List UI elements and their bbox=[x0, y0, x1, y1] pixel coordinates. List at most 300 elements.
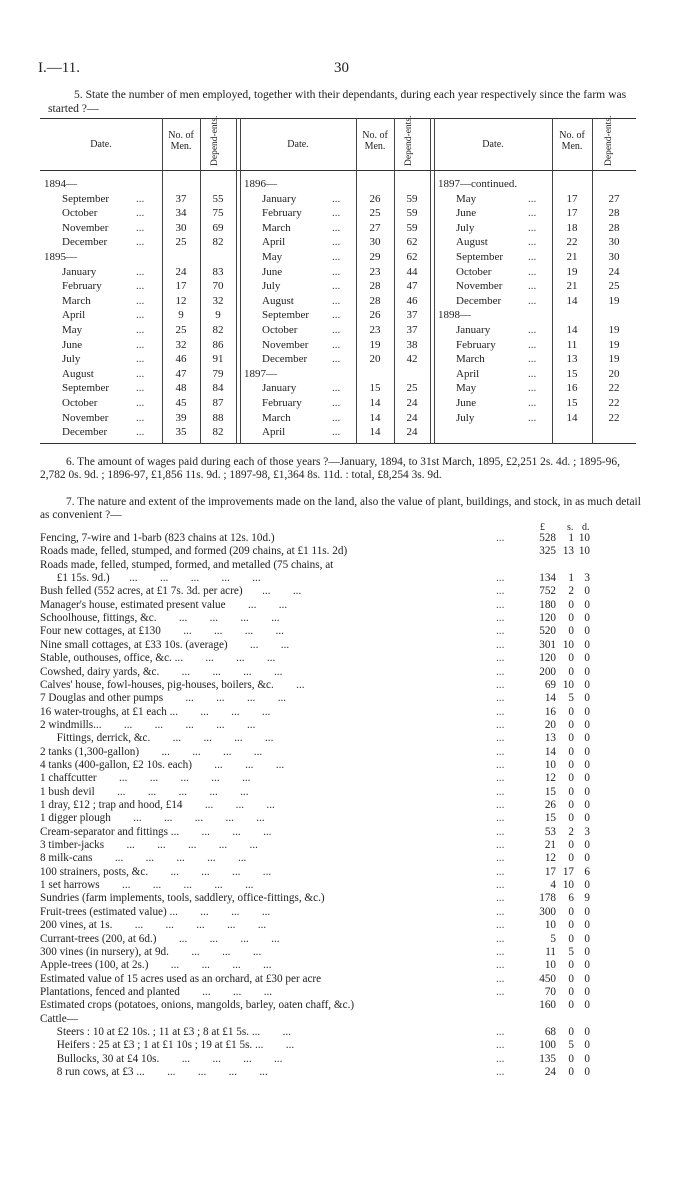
table-cell-men: 14 bbox=[566, 294, 578, 307]
header-date: Date. bbox=[90, 139, 112, 150]
table-leader-dots: ... bbox=[136, 353, 145, 366]
improvement-description: Schoolhouse, fittings, &c. ... ... ... ... bbox=[40, 612, 280, 625]
amount-pence: 0 bbox=[584, 852, 590, 865]
table-cell-date: August bbox=[456, 236, 488, 249]
table-leader-dots: ... bbox=[528, 353, 537, 366]
table-cell-date: October bbox=[62, 397, 98, 409]
amount-pounds: 325 bbox=[539, 545, 556, 558]
amount-pounds: 10 bbox=[544, 959, 556, 972]
improvement-description: Manager's house, estimated present value ... ... bbox=[40, 598, 288, 611]
table-leader-dots: ... bbox=[528, 251, 537, 263]
amount-shillings: 0 bbox=[568, 1052, 574, 1065]
amount-pence: 0 bbox=[584, 839, 590, 852]
table-leader-dots: ... bbox=[332, 236, 341, 249]
table-cell-men: 34 bbox=[175, 207, 187, 220]
table-cell-dependents: 91 bbox=[212, 353, 224, 366]
improvement-leader-dots: ... bbox=[496, 532, 505, 544]
improvement-description: Estimated value of 15 acres used as an orchard, at £30 per acre bbox=[40, 972, 322, 985]
header-dependents: Depend-ents. bbox=[404, 115, 414, 166]
amount-pounds: 69 bbox=[544, 678, 556, 691]
amount-shillings: 0 bbox=[568, 839, 574, 852]
improvement-leader-dots: ... bbox=[496, 812, 505, 825]
amount-pence: 0 bbox=[584, 799, 590, 811]
amount-shillings: 0 bbox=[568, 959, 574, 972]
table-leader-dots: ... bbox=[136, 221, 145, 234]
improvement-leader-dots: ... bbox=[496, 905, 505, 918]
improvement-description: Bullocks, 30 at £4 10s. ... ... ... ... bbox=[40, 1052, 283, 1065]
table-cell-men: 47 bbox=[175, 367, 187, 380]
table-cell-men: 45 bbox=[175, 397, 187, 409]
amount-pence: 0 bbox=[584, 1052, 590, 1065]
table-header-rule bbox=[40, 170, 636, 171]
amount-shillings: 0 bbox=[568, 999, 574, 1012]
table-cell-men: 14 bbox=[369, 397, 381, 409]
table-cell-men: 22 bbox=[566, 236, 578, 249]
improvement-leader-dots: ... bbox=[496, 598, 505, 611]
table-cell-men: 25 bbox=[175, 236, 187, 249]
amount-pounds: 53 bbox=[544, 825, 556, 838]
improvement-row bbox=[40, 892, 640, 905]
amount-pounds: 450 bbox=[539, 972, 556, 985]
table-cell-dependents: 22 bbox=[608, 382, 620, 395]
amount-pounds: 24 bbox=[544, 1066, 556, 1078]
improvement-description: Four new cottages, at £130 ... ... ... ... bbox=[40, 625, 284, 638]
improvement-description: Bush felled (552 acres, at £1 7s. 3d. per acre) ... ... bbox=[40, 585, 302, 598]
amount-shillings: 10 bbox=[562, 638, 574, 651]
table-col-rule bbox=[430, 118, 431, 444]
improvement-row bbox=[40, 826, 640, 839]
question-6-text: 6. The amount of wages paid during each of those years ?—January, 1894, to 31st March, 1895, £2,251 2s. 4d. ; 1895-96, 2,782 0s. 9d. ; 1896-97, £1,856 11s. 9d. ; 1897-98, £1,364 8s. 11d. : total, £8,254 3s. 9d. bbox=[40, 456, 620, 482]
improvement-leader-dots: ... bbox=[496, 1039, 505, 1052]
question-6 bbox=[40, 456, 642, 482]
table-leader-dots: ... bbox=[332, 294, 341, 307]
amount-shillings: 0 bbox=[568, 718, 574, 731]
improvement-leader-dots: ... bbox=[496, 919, 505, 932]
table-cell-date: November bbox=[262, 338, 309, 351]
table-cell-dependents: 25 bbox=[608, 280, 620, 293]
amount-pounds: 20 bbox=[544, 718, 556, 731]
amount-pence: 0 bbox=[584, 678, 590, 691]
improvement-row bbox=[40, 652, 640, 665]
pounds-header: £ bbox=[540, 522, 545, 533]
table-cell-date: May bbox=[262, 251, 283, 263]
table-cell-date: July bbox=[456, 411, 475, 424]
table-leader-dots: ... bbox=[528, 367, 537, 380]
amount-shillings: 5 bbox=[568, 692, 574, 705]
improvement-row bbox=[40, 666, 640, 679]
table-cell-men: 30 bbox=[369, 236, 381, 249]
improvement-row bbox=[40, 572, 640, 585]
header-men: No. of Men. bbox=[559, 130, 585, 152]
table-cell-dependents: 24 bbox=[406, 397, 418, 409]
table-cell-dependents: 24 bbox=[608, 265, 620, 278]
table-col-rule bbox=[394, 118, 395, 444]
table-cell-dependents: 22 bbox=[608, 411, 620, 424]
amount-shillings: 5 bbox=[568, 1039, 574, 1052]
table-leader-dots: ... bbox=[136, 280, 145, 293]
improvement-leader-dots: ... bbox=[496, 932, 505, 945]
amount-shillings: 0 bbox=[568, 932, 574, 945]
table-cell-date: October bbox=[456, 265, 492, 278]
table-cell-date: June bbox=[456, 207, 477, 220]
table-leader-dots: ... bbox=[136, 309, 145, 322]
improvement-leader-dots: ... bbox=[496, 799, 505, 811]
amount-pounds: 200 bbox=[539, 665, 556, 678]
table-cell-men: 20 bbox=[369, 353, 381, 366]
table-leader-dots: ... bbox=[332, 221, 341, 234]
table-cell-dependents: 19 bbox=[608, 324, 620, 336]
table-cell-men: 15 bbox=[566, 367, 578, 380]
improvement-description: 8 run cows, at £3 ... ... ... ... ... bbox=[40, 1066, 268, 1078]
table-cell-date: April bbox=[456, 367, 480, 380]
table-leader-dots: ... bbox=[528, 324, 537, 336]
improvement-leader-dots: ... bbox=[496, 892, 505, 905]
improvement-row bbox=[40, 599, 640, 612]
table-cell-dependents: 83 bbox=[212, 265, 224, 278]
amount-shillings: 0 bbox=[568, 905, 574, 918]
table-leader-dots: ... bbox=[528, 411, 537, 424]
amount-pounds: 16 bbox=[544, 705, 556, 718]
table-cell-dependents: 19 bbox=[608, 338, 620, 351]
header-date: Date. bbox=[287, 139, 309, 150]
amount-shillings: 2 bbox=[568, 585, 574, 598]
amount-pence: 0 bbox=[584, 945, 590, 958]
amount-pounds: 10 bbox=[544, 758, 556, 771]
improvement-leader-dots: ... bbox=[496, 825, 505, 838]
table-cell-men: 23 bbox=[369, 324, 381, 336]
table-cell-dependents: 47 bbox=[406, 280, 418, 293]
table-cell-men: 35 bbox=[175, 426, 187, 439]
amount-shillings: 0 bbox=[568, 652, 574, 665]
table-leader-dots: ... bbox=[528, 382, 537, 395]
table-cell-date: July bbox=[456, 221, 475, 234]
amount-pounds: 15 bbox=[544, 812, 556, 825]
table-cell-men: 24 bbox=[175, 265, 187, 278]
table-cell-men: 23 bbox=[369, 265, 381, 278]
table-cell-date: October bbox=[262, 324, 298, 336]
table-cell-date: March bbox=[262, 221, 291, 234]
amount-shillings: 0 bbox=[568, 758, 574, 771]
amount-pounds: 70 bbox=[544, 985, 556, 998]
table-cell-men: 14 bbox=[566, 411, 578, 424]
improvement-leader-dots: ... bbox=[496, 839, 505, 852]
table-col-rule bbox=[200, 118, 201, 444]
table-col-rule bbox=[240, 118, 241, 444]
amount-pence: 0 bbox=[584, 812, 590, 825]
amount-pounds: 134 bbox=[539, 572, 556, 585]
amount-pounds: 520 bbox=[539, 625, 556, 638]
table-cell-date: February bbox=[62, 280, 102, 293]
improvement-row bbox=[40, 1026, 640, 1039]
table-cell-date: June bbox=[262, 265, 283, 278]
table-cell-date: December bbox=[62, 426, 108, 439]
table-cell-men: 13 bbox=[566, 353, 578, 366]
amount-pence: 0 bbox=[584, 785, 590, 798]
improvement-leader-dots: ... bbox=[496, 959, 505, 972]
table-leader-dots: ... bbox=[332, 382, 341, 395]
improvement-row bbox=[40, 1013, 640, 1026]
amount-shillings: 2 bbox=[568, 825, 574, 838]
table-cell-date: November bbox=[62, 221, 109, 234]
table-cell-dependents: 30 bbox=[608, 236, 620, 249]
amount-pounds: 15 bbox=[544, 785, 556, 798]
table-leader-dots: ... bbox=[136, 207, 145, 220]
improvement-description: Currant-trees (200, at 6d.) ... ... ... ... bbox=[40, 932, 280, 945]
table-leader-dots: ... bbox=[332, 397, 341, 409]
improvement-leader-dots: ... bbox=[496, 1052, 505, 1065]
amount-pounds: 14 bbox=[544, 745, 556, 758]
improvement-row bbox=[40, 585, 640, 598]
table-leader-dots: ... bbox=[528, 280, 537, 293]
table-cell-men: 19 bbox=[566, 265, 578, 278]
improvement-row bbox=[40, 746, 640, 759]
improvement-row bbox=[40, 759, 640, 772]
amount-pounds: 14 bbox=[544, 692, 556, 705]
table-leader-dots: ... bbox=[136, 236, 145, 249]
table-cell-men: 26 bbox=[369, 309, 381, 322]
table-cell-date: November bbox=[62, 411, 109, 424]
amount-pounds: 11 bbox=[545, 945, 556, 958]
amount-shillings: 5 bbox=[568, 945, 574, 958]
table-cell-dependents: 22 bbox=[608, 397, 620, 409]
table-leader-dots: ... bbox=[332, 207, 341, 220]
table-cell-dependents: 24 bbox=[406, 411, 418, 424]
table-leader-dots: ... bbox=[528, 221, 537, 234]
table-leader-dots: ... bbox=[332, 192, 341, 205]
amount-pence: 0 bbox=[584, 585, 590, 598]
amount-pence: 0 bbox=[584, 625, 590, 638]
improvement-leader-dots: ... bbox=[496, 692, 505, 705]
improvement-row bbox=[40, 986, 640, 999]
table-cell-dependents: 87 bbox=[212, 397, 224, 409]
table-cell-men: 19 bbox=[369, 338, 381, 351]
amount-shillings: 0 bbox=[568, 799, 574, 811]
table-leader-dots: ... bbox=[332, 353, 341, 366]
table-leader-dots: ... bbox=[528, 207, 537, 220]
improvement-description: 8 milk-cans ... ... ... ... ... bbox=[40, 852, 247, 865]
table-leader-dots: ... bbox=[528, 338, 537, 351]
amount-pence: 0 bbox=[584, 999, 590, 1012]
improvement-description: 100 strainers, posts, &c. ... ... ... ... bbox=[40, 865, 272, 878]
improvement-leader-dots: ... bbox=[496, 758, 505, 771]
amount-pence: 0 bbox=[584, 692, 590, 705]
table-cell-men: 17 bbox=[566, 207, 578, 220]
table-cell-men: 25 bbox=[175, 324, 187, 336]
improvement-row bbox=[40, 612, 640, 625]
improvement-leader-dots: ... bbox=[496, 572, 505, 585]
table-cell-date: August bbox=[62, 367, 94, 380]
table-cell-men: 9 bbox=[178, 309, 184, 322]
amount-pence: 0 bbox=[584, 652, 590, 665]
table-cell-men: 15 bbox=[369, 382, 381, 395]
improvement-description: Cattle— bbox=[40, 1012, 78, 1025]
amount-pounds: 5 bbox=[550, 932, 556, 945]
table-leader-dots: ... bbox=[332, 324, 341, 336]
table-cell-men: 25 bbox=[369, 207, 381, 220]
header-men: No. of Men. bbox=[168, 130, 194, 152]
amount-shillings: 0 bbox=[568, 972, 574, 985]
table-cell-men: 14 bbox=[566, 324, 578, 336]
table-cell-men: 17 bbox=[566, 192, 578, 205]
improvement-row bbox=[40, 1066, 640, 1079]
amount-shillings: 0 bbox=[568, 612, 574, 625]
amount-pounds: 68 bbox=[544, 1025, 556, 1038]
amount-pence: 3 bbox=[584, 572, 590, 585]
table-cell-men: 29 bbox=[369, 251, 381, 263]
table-cell-dependents: 82 bbox=[212, 426, 224, 439]
improvement-description: Stable, outhouses, office, &c. ... ... ... ... bbox=[40, 652, 276, 665]
table-cell-dependents: 38 bbox=[406, 338, 418, 351]
table-cell-men: 30 bbox=[175, 221, 187, 234]
table-col-rule bbox=[592, 118, 593, 444]
amount-pence: 6 bbox=[584, 865, 590, 878]
amount-pence: 0 bbox=[584, 1039, 590, 1052]
improvement-leader-dots: ... bbox=[496, 612, 505, 625]
improvement-description: Sundries (farm implements, tools, saddlery, office-fittings, &c.) bbox=[40, 892, 325, 905]
table-leader-dots: ... bbox=[136, 367, 145, 380]
report-reference: I.—11. bbox=[38, 60, 80, 76]
amount-pence: 10 bbox=[578, 545, 590, 558]
table-cell-date: April bbox=[262, 236, 286, 249]
table-cell-date: 1894— bbox=[44, 178, 77, 190]
amount-pounds: 26 bbox=[544, 799, 556, 811]
improvement-row bbox=[40, 812, 640, 825]
table-cell-dependents: 25 bbox=[406, 382, 418, 395]
improvement-row bbox=[40, 545, 640, 558]
improvement-leader-dots: ... bbox=[496, 638, 505, 651]
improvement-description: 7 Douglas and other pumps ... ... ... ... bbox=[40, 692, 287, 705]
amount-pence: 0 bbox=[584, 772, 590, 785]
amount-pence: 0 bbox=[584, 972, 590, 985]
table-cell-dependents: 27 bbox=[608, 192, 620, 205]
improvement-row bbox=[40, 1053, 640, 1066]
amount-pence: 10 bbox=[578, 532, 590, 544]
amount-shillings: 1 bbox=[568, 532, 574, 544]
table-cell-dependents: 9 bbox=[215, 309, 221, 322]
improvement-row bbox=[40, 625, 640, 638]
table-cell-date: September bbox=[62, 192, 110, 205]
table-cell-date: March bbox=[262, 411, 291, 424]
amount-pence: 0 bbox=[584, 1066, 590, 1078]
table-cell-dependents: 70 bbox=[212, 280, 224, 293]
amount-pence: 3 bbox=[584, 825, 590, 838]
table-leader-dots: ... bbox=[136, 324, 145, 336]
header-dependents: Depend-ents. bbox=[210, 115, 220, 166]
table-cell-men: 21 bbox=[566, 251, 578, 263]
amount-pounds: 120 bbox=[539, 652, 556, 665]
amount-pounds: 13 bbox=[544, 732, 556, 745]
table-cell-dependents: 20 bbox=[608, 367, 620, 380]
improvement-row bbox=[40, 679, 640, 692]
table-cell-dependents: 84 bbox=[212, 382, 224, 395]
improvement-row bbox=[40, 532, 640, 545]
amount-pence: 0 bbox=[584, 612, 590, 625]
table-col-rule bbox=[162, 118, 163, 444]
table-cell-date: June bbox=[456, 397, 477, 409]
improvement-description: Heifers : 25 at £3 ; 1 at £1 10s ; 19 at £1 5s. ... ... bbox=[40, 1039, 295, 1052]
table-cell-dependents: 82 bbox=[212, 324, 224, 336]
improvement-description: 2 tanks (1,300-gallon) ... ... ... ... bbox=[40, 745, 263, 758]
amount-pence: 0 bbox=[584, 638, 590, 651]
table-cell-dependents: 59 bbox=[406, 207, 418, 220]
improvement-description: 16 water-troughs, at £1 each ... ... ... ... bbox=[40, 705, 271, 718]
improvement-description: Fencing, 7-wire and 1-barb (823 chains at 12s. 10d.) bbox=[40, 532, 275, 544]
amount-pounds: 120 bbox=[539, 612, 556, 625]
improvement-description: 1 dray, £12 ; trap and hood, £14 ... ... ... bbox=[40, 799, 275, 811]
table-cell-date: April bbox=[62, 309, 86, 322]
pence-header: d. bbox=[582, 522, 590, 533]
improvement-leader-dots: ... bbox=[496, 785, 505, 798]
improvement-row bbox=[40, 732, 640, 745]
table-leader-dots: ... bbox=[332, 309, 341, 322]
table-cell-date: August bbox=[262, 294, 294, 307]
improvement-leader-dots: ... bbox=[496, 879, 505, 892]
table-cell-dependents: 59 bbox=[406, 192, 418, 205]
table-cell-dependents: 88 bbox=[212, 411, 224, 424]
table-cell-date: 1895— bbox=[44, 251, 77, 263]
improvement-row bbox=[40, 959, 640, 972]
amount-shillings: 0 bbox=[568, 745, 574, 758]
table-cell-date: March bbox=[62, 294, 91, 307]
improvement-description: 4 tanks (400-gallon, £2 10s. each) ... ... ... bbox=[40, 758, 285, 771]
improvement-description: Nine small cottages, at £33 10s. (average) ... ... bbox=[40, 638, 290, 651]
amount-shillings: 17 bbox=[562, 865, 574, 878]
improvement-row bbox=[40, 559, 640, 572]
amount-shillings: 0 bbox=[568, 1025, 574, 1038]
improvement-description: 200 vines, at 1s. ... ... ... ... ... bbox=[40, 919, 267, 932]
improvement-row bbox=[40, 786, 640, 799]
table-cell-dependents: 82 bbox=[212, 236, 224, 249]
improvement-row bbox=[40, 719, 640, 732]
improvement-description: 1 chaffcutter ... ... ... ... ... bbox=[40, 772, 251, 785]
table-leader-dots: ... bbox=[528, 294, 537, 307]
amount-shillings: 10 bbox=[562, 879, 574, 892]
table-cell-dependents: 28 bbox=[608, 221, 620, 234]
header-dependents: Depend-ents. bbox=[604, 115, 614, 166]
table-cell-date: September bbox=[262, 309, 310, 322]
table-cell-date: April bbox=[262, 426, 286, 439]
table-cell-date: September bbox=[456, 251, 504, 263]
table-cell-date: February bbox=[262, 397, 302, 409]
amount-pounds: 528 bbox=[539, 532, 556, 544]
table-cell-date: January bbox=[262, 192, 297, 205]
improvement-description: Plantations, fenced and planted ... ... ... bbox=[40, 985, 273, 998]
table-cell-men: 17 bbox=[175, 280, 187, 293]
table-cell-date: February bbox=[456, 338, 496, 351]
table-leader-dots: ... bbox=[528, 397, 537, 409]
table-cell-men: 28 bbox=[369, 294, 381, 307]
table-leader-dots: ... bbox=[136, 411, 145, 424]
improvement-leader-dots: ... bbox=[496, 585, 505, 598]
amount-pounds: 300 bbox=[539, 905, 556, 918]
improvement-row bbox=[40, 906, 640, 919]
table-cell-dependents: 19 bbox=[608, 353, 620, 366]
improvement-description: Apple-trees (100, at 2s.) ... ... ... ... bbox=[40, 959, 272, 972]
table-cell-date: September bbox=[62, 382, 110, 395]
table-cell-men: 27 bbox=[369, 221, 381, 234]
table-cell-dependents: 42 bbox=[406, 353, 418, 366]
improvement-row bbox=[40, 933, 640, 946]
improvement-leader-dots: ... bbox=[496, 865, 505, 878]
improvement-leader-dots: ... bbox=[496, 852, 505, 865]
table-cell-date: 1897—continued. bbox=[438, 178, 518, 190]
table-cell-dependents: 55 bbox=[212, 192, 224, 205]
table-cell-dependents: 79 bbox=[212, 367, 224, 380]
improvement-description: Calves' house, fowl-houses, pig-houses, boilers, &c. ... bbox=[40, 678, 305, 691]
table-col-rule bbox=[434, 118, 435, 444]
table-leader-dots: ... bbox=[332, 338, 341, 351]
amount-shillings: 0 bbox=[568, 732, 574, 745]
